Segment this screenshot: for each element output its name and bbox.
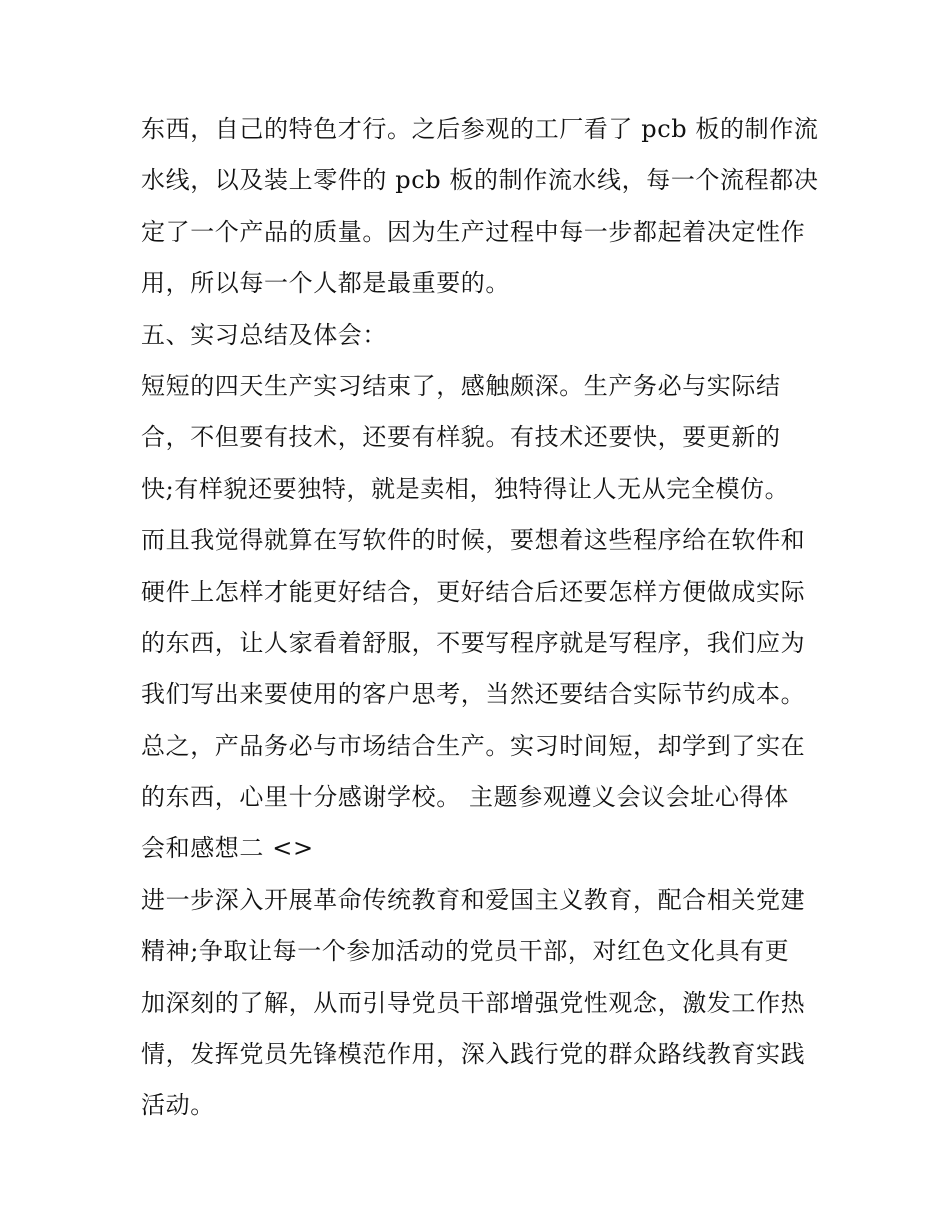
text-line: 加深刻的了解，从而引导党员干部增强党性观念，激发工作热 (141, 988, 806, 1017)
text-line: 合，不但要有技术，还要有样貌。有技术还要快，要更新的 (141, 423, 781, 452)
text-line: 的东西，心里十分感谢学校。 主题参观遵义会议会址心得体 (141, 783, 789, 812)
text-line: 精神;争取让每一个参加活动的党员干部，对红色文化具有更 (141, 937, 790, 966)
text-line: 东西，自己的特色才行。之后参观的工厂看了 pcb 板的制作流 (141, 115, 819, 143)
text-line: 我们写出来要使用的客户思考，当然还要结合实际节约成本。 (141, 680, 806, 709)
text-line: 短短的四天生产实习结束了，感触颇深。生产务必与实际结 (141, 371, 781, 400)
text-line: 的东西，让人家看着舒服，不要写程序就是写程序，我们应为 (141, 628, 806, 657)
text-line: 进一步深入开展革命传统教育和爱国主义教育，配合相关党建 (141, 885, 806, 914)
text-line: 硬件上怎样才能更好结合，更好结合后还要怎样方便做成实际 (141, 577, 806, 606)
text-line: 定了一个产品的质量。因为生产过程中每一步都起着决定性作 (141, 217, 806, 246)
text-line: 活动。 (141, 1091, 215, 1120)
text-line: 而且我觉得就算在写软件的时候，要想着这些程序给在软件和 (141, 526, 806, 555)
text-line: 总之，产品务必与市场结合生产。实习时间短，却学到了实在 (141, 731, 806, 760)
text-line: 会和感想二 <> (141, 834, 314, 863)
body-text (141, 104, 819, 1132)
section-heading: 五、实习总结及体会： (141, 320, 387, 349)
text-line: 水线，以及装上零件的 pcb 板的制作流水线，每一个流程都决 (141, 166, 819, 195)
text-line: 快;有样貌还要独特，就是卖相，独特得让人无从完全模仿。 (141, 474, 790, 503)
text-line: 用，所以每一个人都是最重要的。 (141, 269, 510, 298)
text-line: 情，发挥党员先锋模范作用，深入践行党的群众路线教育实践 (141, 1040, 806, 1069)
